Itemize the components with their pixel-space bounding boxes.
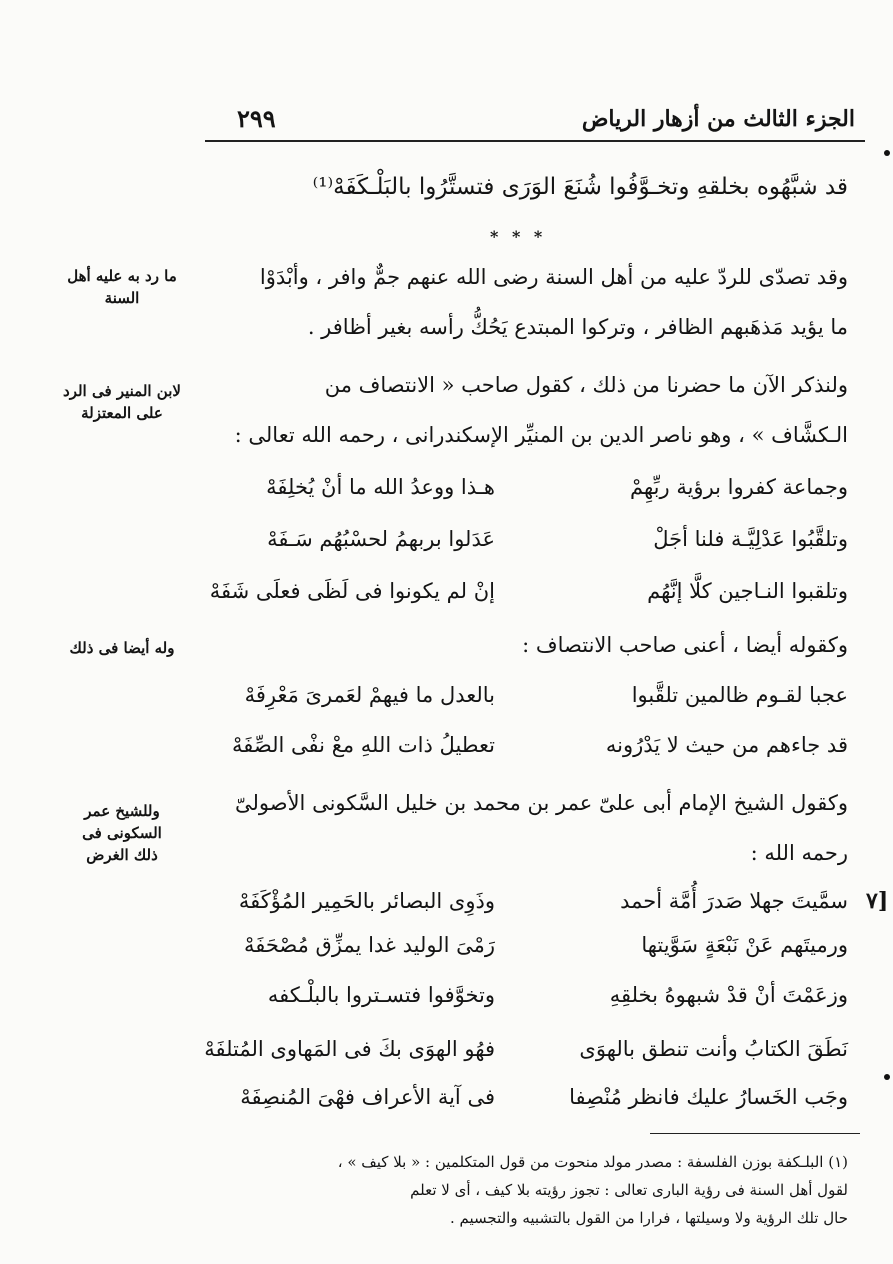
verse-second-hemistich: تعطيلُ ذات اللهِ معْ نفْى الصِّفَهْ — [232, 733, 495, 757]
verse-first-hemistich: عجبا لقـوم ظالمين تلقَّبوا — [631, 683, 848, 707]
paragraph-line: وكقوله أيضا ، أعنى صاحب الانتصاف : — [522, 633, 848, 657]
section-separator: * * * — [490, 227, 547, 246]
margin-note: وللشيخ عمر السكونى فى ذلك الغرض — [82, 802, 162, 864]
paragraph-line: رحمه الله : — [750, 841, 848, 865]
edge-marker: [٧ — [866, 888, 889, 914]
verse-second-hemistich: عَدَلوا بربهمُ لحسْبُهُم سَـفَهْ — [267, 527, 495, 551]
opening-verse: قد شبَّهُوه بخلقهِ وتخـوَّفُوا شُنَعَ الوَرَى فتستَّرُوا بالبَلْـكَفَهْ⁽¹⁾ — [312, 174, 848, 200]
running-header — [205, 100, 865, 142]
verse-second-hemistich: وذَوِى البصائر بالحَمِير المُؤْكَفَهْ — [238, 889, 495, 913]
verse-first-hemistich: سمَّيتَ جهلا صَدرَ أُمَّة أحمد — [620, 889, 848, 913]
verse-second-hemistich: رَمْىَ الوليد غدا يمزِّق مُصْحَفَهْ — [243, 933, 495, 957]
paragraph-line: الـكشَّاف » ، وهو ناصر الدين بن المنيِّر الإسكندرانى ، رحمه الله تعالى : — [234, 423, 848, 447]
paragraph-line: ما يؤيد مَذهَبهم الظافر ، وتركوا المبتدع يَحُكُّ رأسه بغير أظافر . — [307, 315, 848, 339]
footnote-line: حال تلك الرؤية ولا وسيلتها ، فرارا من القول بالتشبيه والتجسيم . — [449, 1209, 848, 1227]
verse-first-hemistich: ورميتَهم عَنْ نَبْعَةٍ سَوَّيتها — [641, 933, 848, 957]
verse-first-hemistich: وزعَمْتَ أنْ قدْ شبهوهُ بخلقِهِ — [609, 983, 848, 1007]
verse-second-hemistich: فهُو الهوَى بكَ فى المَهاوى المُتلفَهْ — [204, 1037, 495, 1061]
paragraph-line: وقد تصدّى للردّ عليه من أهل السنة رضى الله عنهم جمٌّ وافر ، وأبْدَوْا — [259, 265, 848, 289]
footnote-line: (١) البلـكفة بوزن الفلسفة : مصدر مولد منحوت من قول المتكلمين : « بلا كيف » ، — [337, 1153, 848, 1171]
footnote-line: لقول أهل السنة فى رؤية البارى تعالى : تجوز رؤيته بلا كيف ، أى لا تعلم — [410, 1181, 848, 1199]
paragraph-line: ولنذكر الآن ما حضرنا من ذلك ، كقول صاحب « الانتصاف من — [324, 373, 848, 397]
verse-second-hemistich: إنْ لم يكونوا فى لَظَى فعلَى شَفَهْ — [209, 579, 495, 603]
verse-first-hemistich: وجماعة كفروا برؤية ربِّهِمْ — [630, 475, 848, 499]
verse-first-hemistich: وتلقَّبُوا عَدْلِيَّـة فلنا أجَلْ — [653, 527, 848, 551]
margin-note: لابن المنير فى الرد على المعتزلة — [63, 382, 181, 422]
verse-second-hemistich: فى آية الأعراف فهْىَ المُنصِفَهْ — [240, 1085, 495, 1109]
header-title: الجزء الثالث من أزهار الرياض — [581, 106, 855, 132]
verse-first-hemistich: قد جاءهم من حيث لا يَدْرُونه — [605, 733, 848, 757]
verse-second-hemistich: هـذا ووعدُ الله ما أنْ يُخلِفَهْ — [266, 475, 495, 499]
verse-first-hemistich: وتلقبوا النـاجين كلَّا إنَّهُم — [647, 579, 848, 603]
verse-first-hemistich: نَطَقَ الكتابُ وأنت تنطق بالهوَى — [579, 1037, 848, 1061]
margin-note: وله أيضا فى ذلك — [69, 639, 175, 657]
verse-first-hemistich: وجَب الخَسارُ عليك فانظر مُنْصِفا — [569, 1085, 848, 1109]
paragraph-line: وكقول الشيخ الإمام أبى علىّ عمر بن محمد بن خليل السَّكونى الأصولىّ — [235, 791, 848, 815]
verse-second-hemistich: وتخوَّفوا فتسـتروا بالبلْـكفه — [267, 983, 495, 1007]
page-number: ٢٩٩ — [237, 104, 276, 133]
footnote-rule — [650, 1133, 860, 1134]
print-speck — [884, 1074, 890, 1080]
margin-note: ما رد به عليه أهل السنة — [67, 267, 177, 307]
print-speck — [884, 150, 890, 156]
verse-second-hemistich: بالعدل ما فيهمْ لعَمرىَ مَعْرِفَهْ — [244, 683, 495, 707]
